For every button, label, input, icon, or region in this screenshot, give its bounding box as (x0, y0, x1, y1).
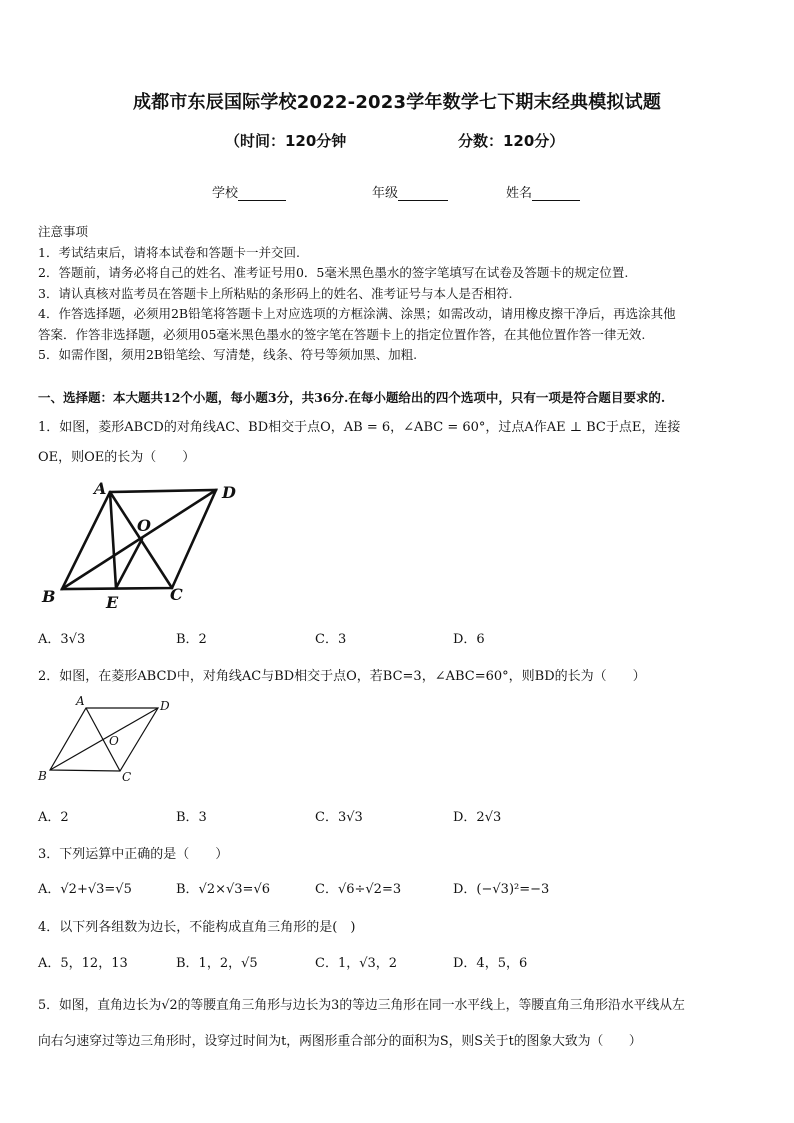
note-item: 答案．作答非选择题，必须用05毫米黑色墨水的签字笔在答题卡上的指定位置作答，在其他位置作答一律无效. (38, 326, 646, 342)
point-label-e: E (106, 593, 119, 612)
section-heading: 一、选择题：本大题共12个小题，每小题3分，共36分.在每小题给出的四个选项中，只有一项是符合题目要求的. (38, 390, 666, 405)
q2-option-a[interactable]: A．2 (38, 810, 69, 825)
school-field (212, 182, 286, 201)
q3-option-d[interactable]: D．(−√3)²=−3 (453, 882, 550, 897)
exam-score: 分数：120分） (458, 132, 565, 150)
note-item: 2．答题前，请务必将自己的姓名、准考证号用0．5毫米黑色墨水的签字笔填写在试卷及答题卡的规定位置. (38, 265, 629, 280)
q5-text-line1: 5．如图，直角边长为√2的等腰直角三角形与边长为3的等边三角形在同一水平线上，等腰直角三角形沿水平线从左 (38, 998, 685, 1013)
grade-blank[interactable] (398, 187, 448, 201)
point-label-a: A (76, 694, 85, 708)
note-item: 1．考试结束后，请将本试卷和答题卡一并交回. (38, 244, 300, 260)
q4-option-d[interactable]: D．4，5，6 (453, 956, 528, 971)
q3-option-b[interactable]: B．√2×√3=√6 (176, 882, 271, 897)
note-item: 3．请认真核对监考员在答题卡上所粘贴的条形码上的姓名、准考证号与本人是否相符. (38, 285, 513, 301)
q1-rhombus-figure (38, 476, 248, 616)
point-label-c: C (170, 585, 183, 604)
point-label-b: B (42, 587, 56, 606)
point-label-o: O (109, 734, 119, 748)
q1-option-b[interactable]: B．2 (176, 632, 207, 647)
name-label: 姓名 (506, 186, 533, 201)
page-title: 成都市东辰国际学校2022-2023学年数学七下期末经典模拟试题 (132, 92, 662, 113)
notes-heading: 注意事项 (38, 224, 89, 239)
q1-text-line1: 1．如图，菱形ABCD的对角线AC、BD相交于点O，AB = 6，∠ABC = 60°，过点A作AE ⊥ BC于点E，连接 (38, 420, 681, 435)
q1-text-line2: OE，则OE的长为（ ） (38, 450, 196, 465)
q3-text: 3．下列运算中正确的是（ ） (38, 847, 229, 862)
point-label-a: A (94, 479, 107, 498)
q3-option-c[interactable]: C．√6÷√2=3 (315, 882, 402, 897)
name-field (506, 182, 580, 201)
q4-option-c[interactable]: C．1，√3，2 (315, 956, 398, 971)
q1-option-d[interactable]: D．6 (453, 632, 485, 647)
q2-option-d[interactable]: D．2√3 (453, 810, 502, 825)
notes-block (38, 222, 676, 366)
q3-option-a[interactable]: A．√2+√3=√5 (38, 882, 132, 897)
grade-label: 年级 (372, 186, 399, 201)
diagonal-bd (50, 708, 158, 770)
point-label-o: O (137, 516, 151, 535)
q2-option-c[interactable]: C．3√3 (315, 810, 363, 825)
q4-text: 4．以下列各组数为边长，不能构成直角三角形的是( ) (38, 920, 356, 935)
point-label-d: D (222, 483, 236, 502)
note-item: 4．作答选择题，必须用2B铅笔将答题卡上对应选项的方框涂满、涂黑；如需改动，请用橡皮擦干净后，再选涂其他 (38, 306, 676, 321)
altitude-ae (110, 492, 116, 588)
name-blank[interactable] (532, 187, 580, 201)
school-blank[interactable] (238, 187, 286, 201)
school-label: 学校 (212, 186, 239, 201)
exam-time: （时间：120分钟 (225, 132, 347, 150)
q4-option-b[interactable]: B．1，2，√5 (176, 956, 258, 971)
q1-option-c[interactable]: C．3 (315, 632, 347, 647)
grade-field (372, 182, 448, 201)
q4-option-a[interactable]: A．5，12，13 (38, 956, 128, 971)
note-item: 5．如需作图，须用2B铅笔绘、写清楚，线条、符号等须加黑、加粗. (38, 347, 418, 362)
point-label-b: B (38, 769, 47, 783)
q2-text: 2．如图，在菱形ABCD中，对角线AC与BD相交于点O，若BC=3，∠ABC=60°，则BD的长为（ ） (38, 669, 646, 684)
point-label-c: C (122, 770, 132, 784)
q2-option-b[interactable]: B．3 (176, 810, 207, 825)
q2-rhombus-figure (36, 692, 186, 790)
point-label-d: D (160, 699, 170, 713)
q5-text-line2: 向右匀速穿过等边三角形时，设穿过时间为t，两图形重合部分的面积为S，则S关于t的图象大致为（ ） (38, 1034, 642, 1049)
q1-option-a[interactable]: A．3√3 (38, 632, 86, 647)
